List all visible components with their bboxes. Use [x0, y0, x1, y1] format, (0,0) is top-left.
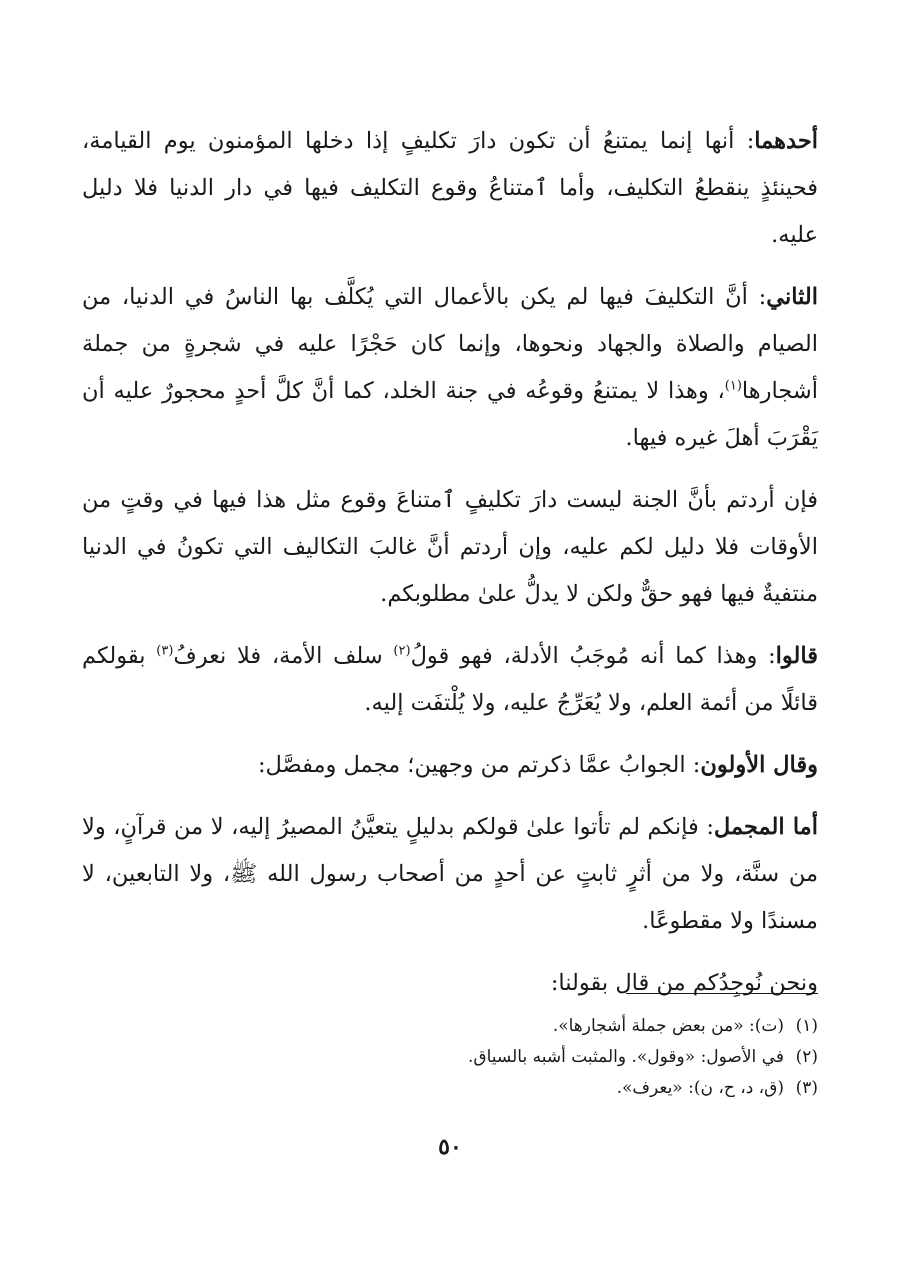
paragraph-text-tail: ، وهذا لا يمتنعُ وقوعُه في جنة الخلد، كما أنَّ كلَّ أحدٍ محجورٌ عليه أن يَقْرَبَ أهلَ غيره فيها. — [82, 378, 818, 451]
footnote-1 — [82, 1011, 818, 1042]
footnote-3 — [82, 1073, 818, 1104]
footnote-number: (٣) — [795, 1078, 818, 1098]
paragraph-lead: أحدهما — [754, 128, 818, 154]
paragraph-text: : وهذا كما أنه مُوجَبُ الأدلة، فهو قولُ — [410, 643, 776, 669]
paragraph-text: : أنها إنما يمتنعُ أن تكون دارَ تكليفٍ إذا دخلها المؤمنون يوم القيامة، فحينئذٍ ينقطعُ التكليف، وأما ٱمتناعُ وقوع التكليف فيها في دار الدنيا فلا دليل عليه. — [82, 128, 818, 248]
paragraph-text-tail: سلف الأمة، فلا نعرفُ — [173, 643, 394, 669]
footnote-text: (ق، د، ح، ن): «يعرف». — [616, 1078, 784, 1098]
footnote-ref-1[interactable]: (١) — [724, 378, 742, 394]
paragraph-lead: قالوا — [775, 643, 818, 669]
paragraph-text: : أنَّ التكليفَ فيها لم يكن بالأعمال التي يُكلَّف بها الناسُ في الدنيا، من الصيام والصلاة والجهاد ونحوها، وإنما كان حَجْرًا عليه في شجرةٍ من جملة أشجارها — [82, 284, 818, 404]
paragraph-they-said — [82, 633, 818, 727]
footnotes — [82, 1011, 818, 1104]
page-number: ٥٠ — [438, 1134, 462, 1160]
footnote-ref-2[interactable]: (٢) — [393, 643, 411, 659]
footnote-number: (٢) — [795, 1047, 818, 1067]
paragraph-first-answer — [82, 118, 818, 259]
paragraph-text: : فإنكم لم تأتوا علىٰ قولكم بدليلٍ يتعيَّنُ المصيرُ إليه، لا من قرآنٍ، ولا من سنَّة، ولا من أثرٍ ثابتٍ عن أحدٍ من أصحاب رسول الله ﷺ، ولا التابعين، لا مسندًا ولا مقطوعًا. — [82, 814, 818, 934]
footnote-number: (١) — [795, 1016, 818, 1036]
paragraph-lead: الثاني — [766, 284, 818, 310]
paragraph-text-tail-2: بقولكم قائلًا من أئمة العلم، ولا يُعَرِّجُ عليه، ولا يُلْتفَت إليه. — [82, 643, 818, 716]
footnote-text: في الأصول: «وقول». والمثبت أشبه بالسياق. — [468, 1047, 784, 1067]
paragraph-lead: أما المجمل — [713, 814, 818, 840]
footnote-divider — [626, 993, 818, 994]
paragraph-second-answer — [82, 274, 818, 462]
paragraph-text: ونحن نُوجِدُكم من قال بقولنا: — [550, 970, 818, 996]
footnote-text: (ت): «من بعض جملة أشجارها». — [552, 1016, 784, 1036]
paragraph-text: فإن أردتم بأنَّ الجنة ليست دارَ تكليفٍ ٱمتناعَ وقوع مثل هذا فيها في وقتٍ من الأوقات فلا دليل لكم عليه، وإن أردتم أنَّ غالبَ التكاليف التي تكونُ في الدنيا منتفيةٌ فيها فهو حقٌّ ولكن لا يدلُّ علىٰ مطلوبكم. — [82, 487, 818, 607]
paragraph-first-group-said — [82, 742, 818, 789]
paragraph-summary-answer — [82, 804, 818, 945]
paragraph-rebuttal — [82, 477, 818, 618]
paragraph-closing — [82, 960, 818, 1007]
paragraph-text: : الجوابُ عمَّا ذكرتم من وجهين؛ مجمل ومفصَّل: — [257, 752, 701, 778]
paragraph-lead: وقال الأولون — [700, 752, 818, 778]
page-body — [82, 118, 818, 1022]
footnote-ref-3[interactable]: (٣) — [156, 643, 174, 659]
footnote-2 — [82, 1042, 818, 1073]
